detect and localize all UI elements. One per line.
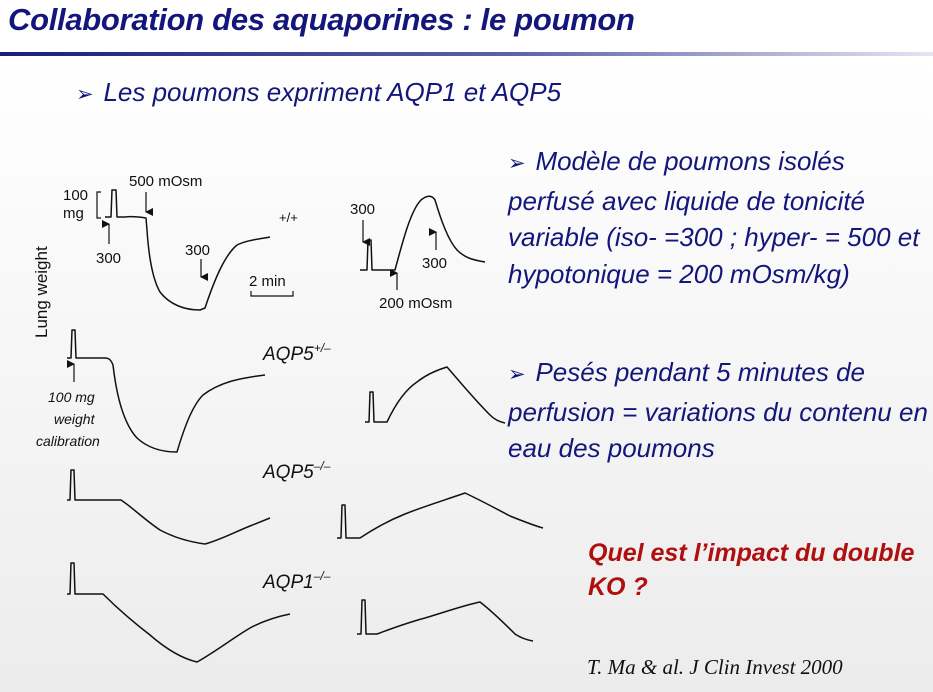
trace-aqp5-ko-hypo bbox=[337, 493, 543, 538]
label-200-mosm: 200 mOsm bbox=[379, 295, 453, 312]
bullet-model-text: Modèle de poumons isolés perfusé avec liquide de tonicité variable (iso- =300 ; hyper- = 500 et hypotonique = 200 mOsm/kg) bbox=[508, 146, 920, 289]
genotype-aqp5-ko-sup: –/– bbox=[313, 459, 331, 473]
trace-aqp1-ko-hypo bbox=[357, 600, 533, 641]
citation: T. Ma & al. J Clin Invest 2000 bbox=[587, 655, 843, 679]
genotype-aqp1-ko-sup: –/– bbox=[313, 569, 331, 583]
genotype-aqp1-ko bbox=[262, 569, 331, 593]
genotype-aqp5-het bbox=[262, 341, 331, 365]
genotype-aqp1-ko-name: AQP1 bbox=[263, 572, 314, 593]
calibration-line-1: 100 mg bbox=[48, 389, 95, 405]
question-text: Quel est l’impact du double KO ? bbox=[588, 539, 915, 601]
genotype-wt: +/+ bbox=[279, 210, 298, 225]
arrow-bullet-icon: ➢ bbox=[508, 363, 526, 386]
trace-aqp5-ko-hyper bbox=[67, 470, 270, 544]
genotype-aqp5-ko bbox=[262, 459, 331, 483]
genotype-aqp5-het-name: AQP5 bbox=[263, 344, 314, 365]
scale-bar-value: 100 bbox=[63, 187, 89, 204]
genotype-aqp5-het-sup: +/– bbox=[313, 341, 331, 355]
slide-title: Collaboration des aquaporines : le poumon bbox=[8, 2, 635, 37]
bullet-aqp-expression bbox=[76, 77, 561, 108]
bullet-weighing bbox=[508, 354, 933, 467]
title-underline bbox=[0, 52, 933, 56]
label-300-d: 300 bbox=[422, 255, 448, 272]
genotype-aqp5-ko-name: AQP5 bbox=[263, 462, 314, 483]
label-300-b: 300 bbox=[185, 242, 211, 259]
bullet-model bbox=[508, 143, 933, 292]
scale-bar-bracket bbox=[97, 192, 101, 218]
calibration-line-2: weight bbox=[54, 411, 95, 427]
lung-weight-figure bbox=[25, 160, 545, 675]
arrow-bullet-icon: ➢ bbox=[508, 152, 526, 175]
trace-aqp5-het-hypo bbox=[365, 367, 505, 423]
time-scale-bar bbox=[251, 291, 293, 296]
scale-bar-unit: mg bbox=[63, 205, 84, 222]
lung-weight-traces bbox=[25, 160, 545, 675]
bullet-weighing-text: Pesés pendant 5 minutes de perfusion = variations du contenu en eau des poumons bbox=[508, 357, 928, 463]
y-axis-label: Lung weight bbox=[32, 246, 51, 338]
arrow-bullet-icon: ➢ bbox=[76, 83, 94, 106]
time-scale-label: 2 min bbox=[249, 273, 286, 290]
label-500-mosm: 500 mOsm bbox=[129, 173, 203, 190]
trace-aqp1-ko-hyper bbox=[67, 563, 290, 662]
calibration-line-3: calibration bbox=[36, 433, 100, 449]
label-300-c: 300 bbox=[350, 201, 376, 218]
label-300-a: 300 bbox=[96, 250, 122, 267]
bullet-aqp-expression-text: Les poumons expriment AQP1 et AQP5 bbox=[103, 77, 562, 107]
